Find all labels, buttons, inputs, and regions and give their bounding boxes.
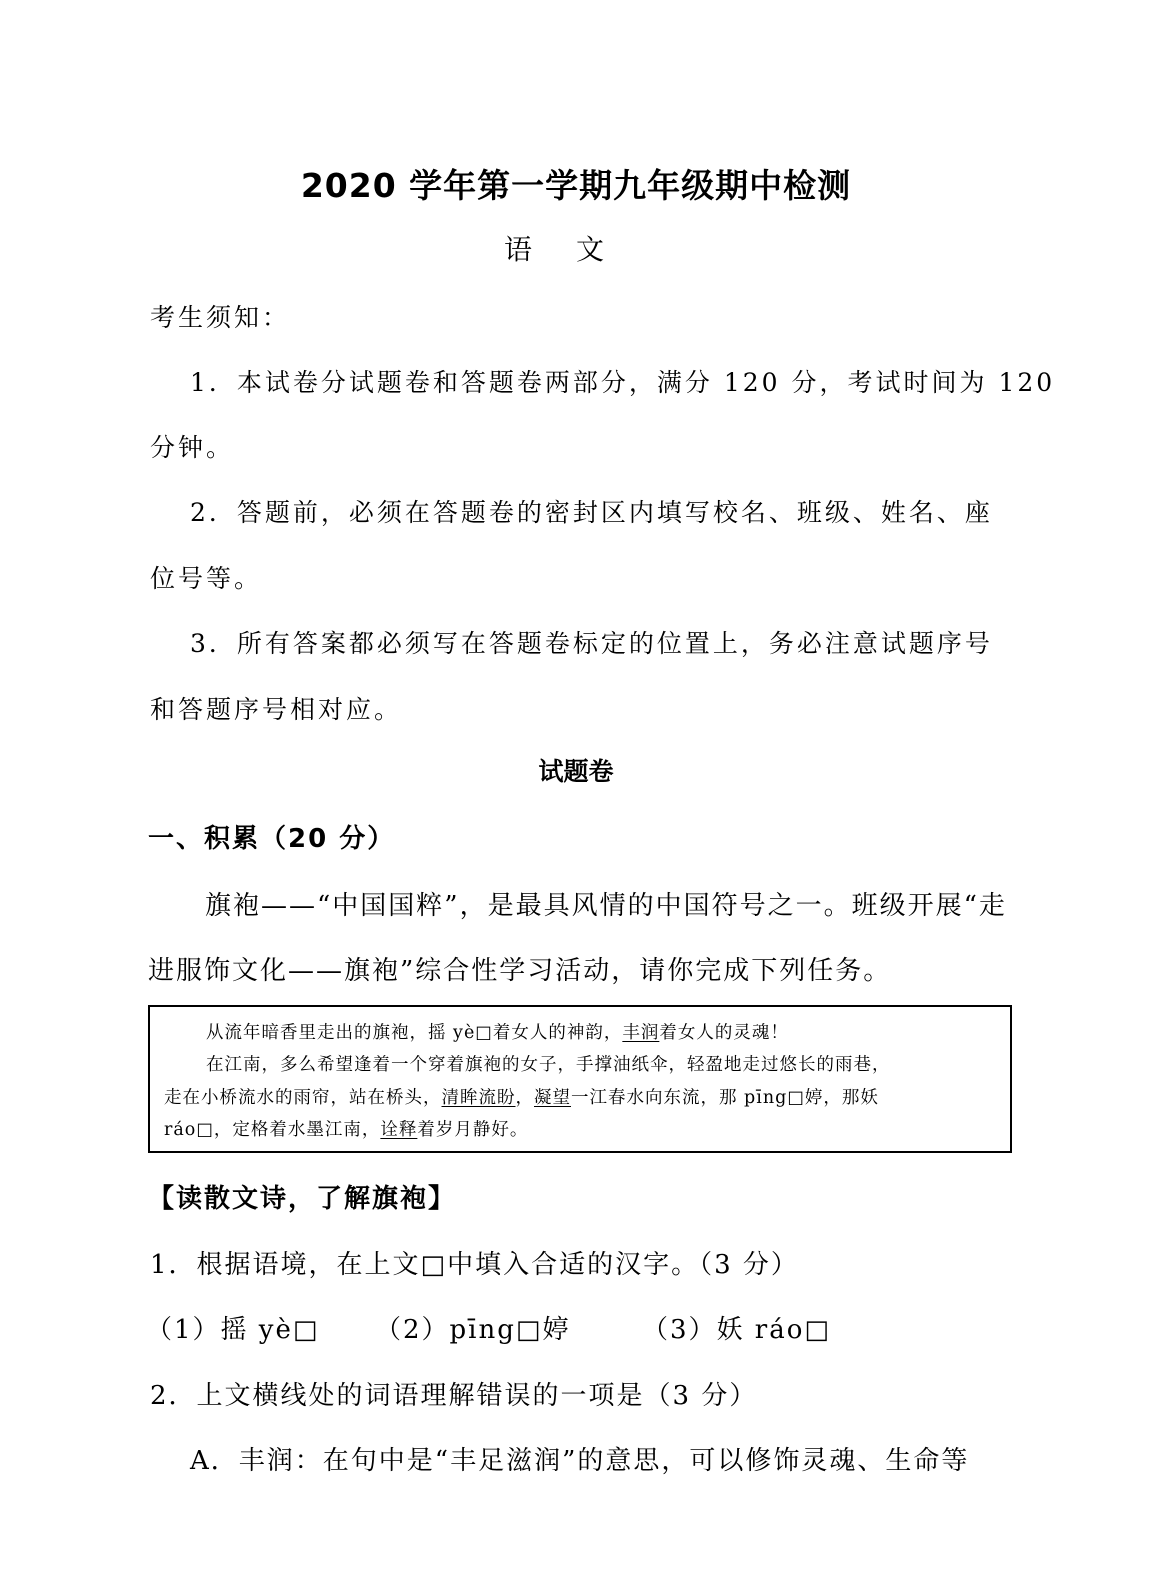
question-1: 1．根据语境，在上文□中填入合适的汉字。（3 分） — [150, 1250, 799, 1280]
underlined-word: 诠释 — [380, 1120, 418, 1140]
question-2: 2．上文横线处的词语理解错误的一项是（3 分） — [150, 1381, 758, 1411]
exam-subject: 语文 — [503, 233, 648, 266]
notice-heading: 考生须知： — [150, 303, 291, 332]
underlined-word: 凝望 — [534, 1088, 571, 1108]
passage-line-4 — [164, 1116, 528, 1141]
notice-item-2-line-1: 2．答题前，必须在答题卷的密封区内填写校名、班级、姓名、座 — [190, 498, 993, 527]
passage-text: 着女人的灵魂！ — [659, 1023, 789, 1043]
exam-title: 2020 学年第一学期九年级期中检测 — [300, 166, 852, 205]
passage-line-3 — [164, 1084, 879, 1109]
notice-item-3-line-2: 和答题序号相对应。 — [150, 695, 403, 724]
notice-item-3-line-1: 3．所有答案都必须写在答题卷标定的位置上，务必注意试题序号 — [190, 629, 993, 658]
passage-line-2: 在江南，多么希望逢着一个穿着旗袍的女子，手撑油纸伞，轻盈地走过悠长的雨巷， — [206, 1055, 891, 1075]
section-label: 试题卷 — [538, 757, 614, 786]
intro-line-2: 进服饰文化——旗袍”综合性学习活动，请你完成下列任务。 — [148, 956, 892, 986]
task-heading: 【读散文诗，了解旗袍】 — [148, 1184, 457, 1214]
underlined-word: 丰润 — [622, 1023, 660, 1043]
notice-item-1-line-1: 1．本试卷分试题卷和答题卷两部分，满分 120 分，考试时间为 120 — [190, 368, 1056, 397]
question-1-option-3: （3）妖 ráo□ — [642, 1315, 831, 1345]
passage-text: 走在小桥流水的雨帘，站在桥头， — [164, 1088, 442, 1108]
question-1-option-1: （1）摇 yè□ — [146, 1315, 320, 1345]
notice-item-1-line-2: 分钟。 — [150, 433, 235, 462]
passage-text: ， — [515, 1088, 534, 1108]
passage-line-1 — [206, 1019, 789, 1044]
underlined-word: 清眸流盼 — [441, 1088, 516, 1108]
part-one-heading: 一、积累（20 分） — [148, 824, 396, 854]
question-1-option-2: （2）pīng□婷 — [375, 1315, 571, 1345]
passage-box — [148, 1005, 1012, 1153]
intro-line-1: 旗袍——“中国国粹”，是最具风情的中国符号之一。班级开展“走 — [205, 891, 1007, 921]
passage-text: ráo□，定格着水墨江南， — [164, 1120, 381, 1140]
notice-item-2-line-2: 位号等。 — [150, 564, 263, 593]
question-2-option-a: A．丰润：在句中是“丰足滋润”的意思，可以修饰灵魂、生命等 — [190, 1446, 970, 1476]
passage-text: 着岁月静好。 — [417, 1120, 529, 1140]
passage-text: 一江春水向东流，那 pīng□婷，那妖 — [571, 1088, 879, 1108]
passage-text: 从流年暗香里走出的旗袍，摇 yè□着女人的神韵， — [206, 1023, 623, 1043]
